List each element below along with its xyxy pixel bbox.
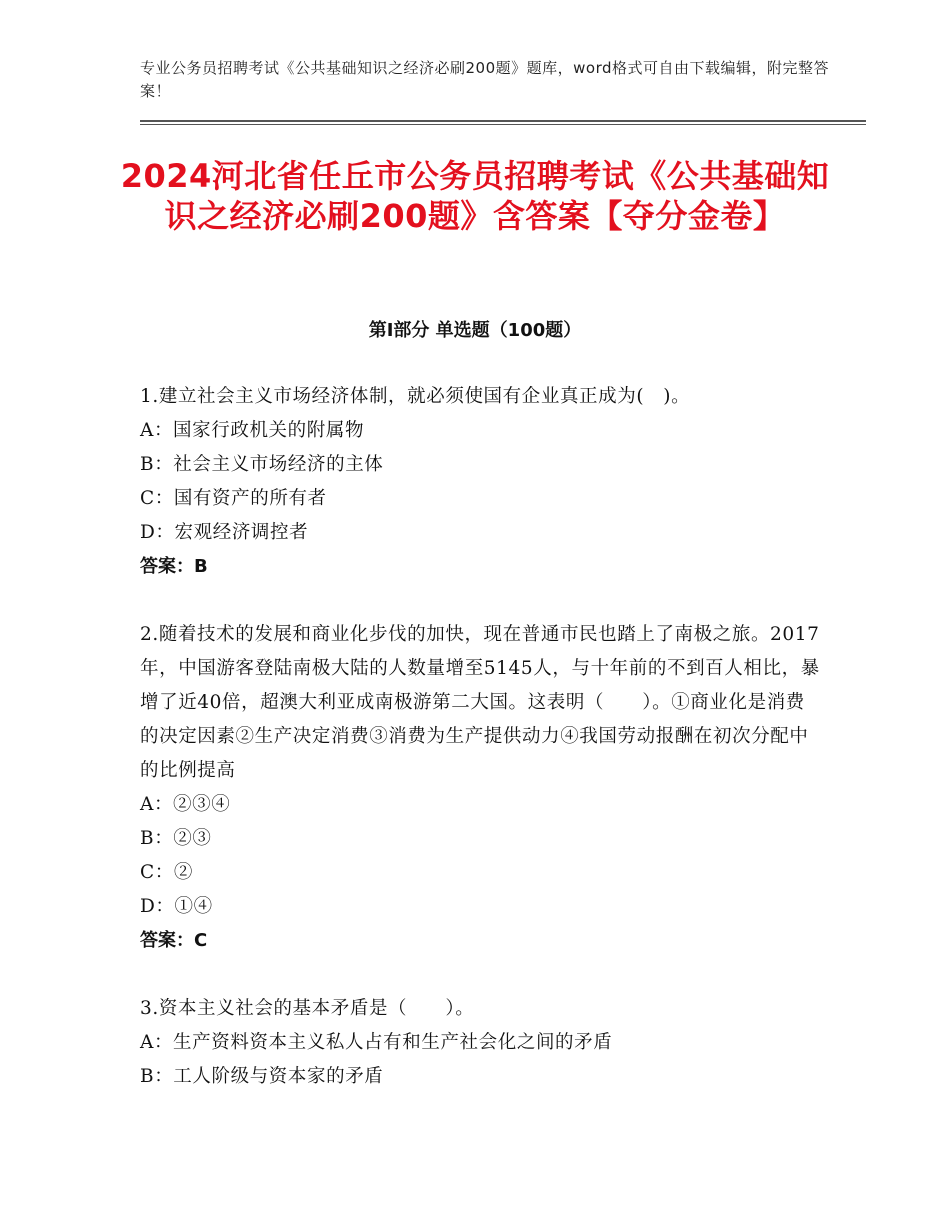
- option-a: A：②③④: [140, 794, 231, 815]
- answer-line: 答案：C: [140, 930, 208, 951]
- option-d: D：宏观经济调控者: [140, 522, 309, 543]
- question-list: [140, 380, 820, 1128]
- option-b: B：社会主义市场经济的主体: [140, 454, 384, 475]
- question-3: [140, 992, 820, 1094]
- question-2: [140, 618, 820, 958]
- option-b: B：②③: [140, 828, 212, 849]
- option-a: A：生产资料资本主义私人占有和生产社会化之间的矛盾: [140, 1032, 613, 1053]
- option-a: A：国家行政机关的附属物: [140, 420, 365, 441]
- section-title: 第Ⅰ部分 单选题（100题）: [368, 320, 582, 341]
- option-b: B：工人阶级与资本家的矛盾: [140, 1066, 384, 1087]
- option-c: C：国有资产的所有者: [140, 488, 327, 509]
- question-stem: 3.资本主义社会的基本矛盾是（ ）。: [140, 998, 475, 1019]
- header-rule-thin: [140, 124, 866, 125]
- question-stem: 2.随着技术的发展和商业化步伐的加快，现在普通市民也踏上了南极之旅。2017年，中国游客登陆南极大陆的人数量增至5145人，与十年前的不到百人相比，暴增了近40倍，超澳大利亚成南极游第二大国。这表明（ ）。①商业化是消费的决定因素②生产决定消费③消费为生产提供动力④我国劳动报酬在初次分配中的比例提高: [140, 624, 820, 781]
- question-1: [140, 380, 820, 584]
- document-title: 2024河北省任丘市公务员招聘考试《公共基础知识之经济必刷200题》含答案【夺分金卷】: [120, 157, 830, 235]
- option-c: C：②: [140, 862, 193, 883]
- answer-line: 答案：B: [140, 556, 208, 577]
- header-rule-thick: [140, 120, 866, 122]
- question-stem: 1.建立社会主义市场经济体制，就必须使国有企业真正成为( )。: [140, 386, 691, 407]
- header-note: 专业公务员招聘考试《公共基础知识之经济必刷200题》题库，word格式可自由下载编辑，附完整答案！: [140, 59, 830, 100]
- option-d: D：①④: [140, 896, 213, 917]
